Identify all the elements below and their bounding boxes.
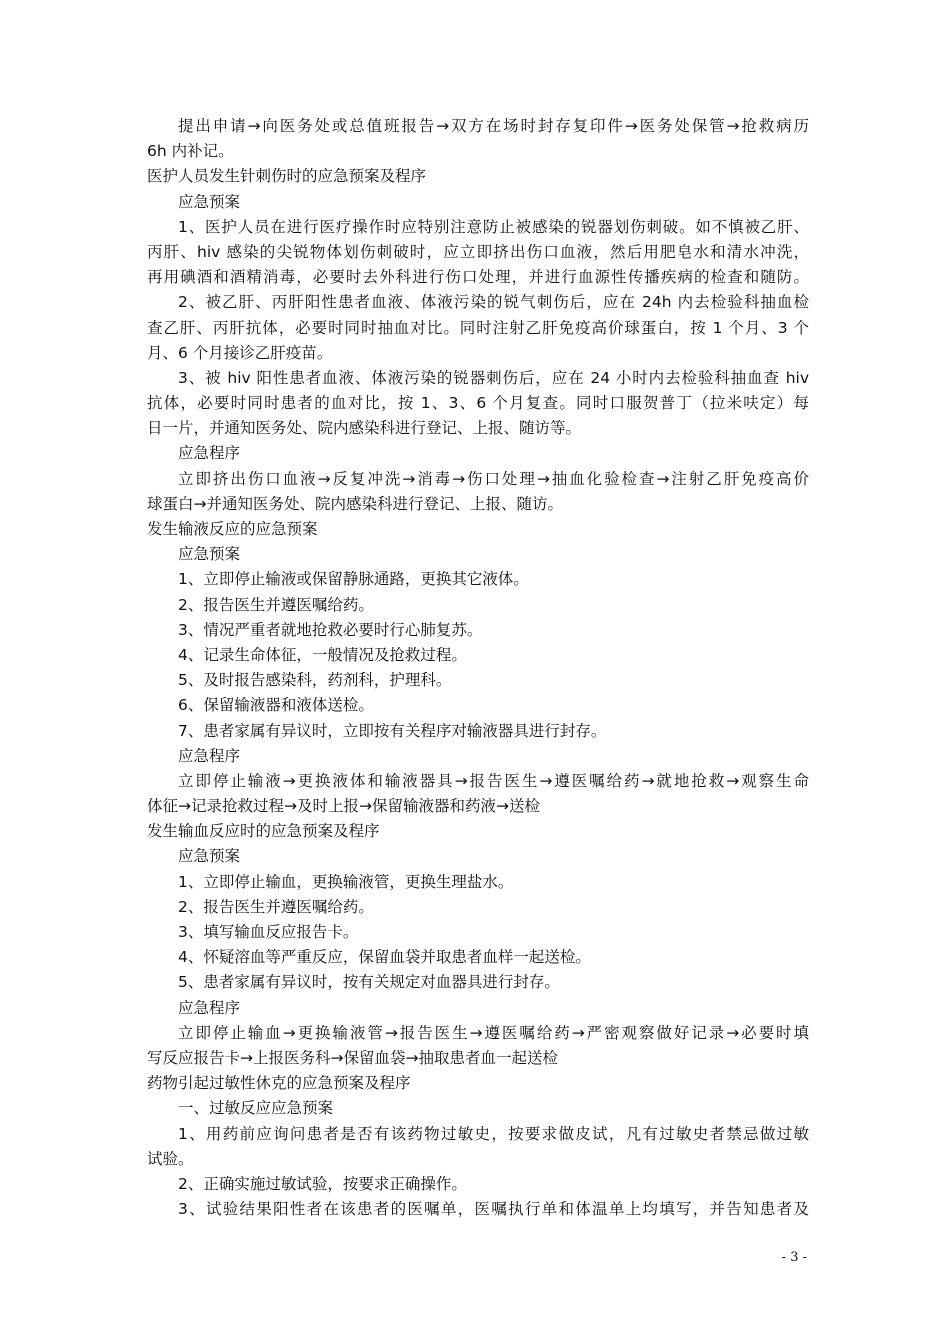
text-line: 4、怀疑溶血等严重反应，保留血袋并取患者血样一起送检。 [178, 948, 591, 967]
text-line: 3、填写输血反应报告卡。 [178, 923, 359, 941]
text-line: 立即挤出伤口血液→反复冲洗→消毒→伤口处理→抽血化验检查→注射乙肝免疫高价 [178, 469, 809, 488]
text-line: 应急程序 [178, 998, 241, 1017]
text-line: 抗体，必要时同时患者的血对比，按 1、3、6 个月复查。同时口服贺普丁（拉米呋定）每 [147, 394, 809, 413]
text-line: 立即停止输血→更换输液管→报告医生→遵医嘱给药→严密观察做好记录→必要时填 [178, 1023, 809, 1042]
text-line: 查乙肝、丙肝抗体，必要时同时抽血对比。同时注射乙肝免疫高价球蛋白，按 1 个月、3 个 [147, 318, 809, 337]
text-line: 丙肝、hiv 感染的尖锐物体划伤刺破时，应立即挤出伤口血液，然后用肥皂水和清水冲洗， [147, 242, 809, 261]
text-line: 体征→记录抢救过程→及时上报→保留输液器和药液→送检 [147, 797, 540, 816]
text-line: 药物引起过敏性休克的应急预案及程序 [147, 1074, 411, 1093]
text-line: 再用碘酒和酒精消毒，必要时去外科进行伤口处理，并进行血源性传播疾病的检查和随防。 [147, 268, 809, 287]
text-line: 应急预案 [178, 847, 241, 866]
text-line: 6、保留输液器和液体送检。 [178, 696, 374, 715]
document-body [147, 114, 809, 1222]
text-line: 4、记录生命体征，一般情况及抢救过程。 [178, 645, 467, 664]
text-line: 2、被乙肝、丙肝阳性患者血液、体液污染的锐气刺伤后，应在 24h 内去检验科抽血检 [178, 293, 809, 312]
text-line: 1、用药前应询问患者是否有该药物过敏史，按要求做皮试，凡有过敏史者禁忌做过敏 [178, 1124, 809, 1143]
text-line: 发生输液反应的应急预案 [147, 520, 318, 538]
text-line: 5、及时报告感染科，药剂科，护理科。 [178, 671, 452, 690]
text-line: 球蛋白→并通知医务处、院内感染科进行登记、上报、随访。 [147, 494, 563, 513]
text-line: 3、情况严重者就地抢救必要时行心肺复苏。 [178, 620, 483, 639]
text-line: 1、医护人员在进行医疗操作时应特别注意防止被感染的锐器划伤刺破。如不慎被乙肝、 [178, 217, 809, 236]
text-line: 发生输血反应时的应急预案及程序 [147, 822, 380, 841]
text-line: 应急预案 [178, 545, 241, 564]
page-number: - 3 - [781, 1250, 807, 1265]
text-line: 提出申请→向医务处或总值班报告→双方在场时封存复印件→医务处保管→抢救病历 [178, 117, 809, 135]
text-line: 1、立即停止输液或保留静脉通路，更换其它液体。 [178, 570, 529, 589]
text-line: 2、正确实施过敏试验，按要求正确操作。 [178, 1174, 467, 1193]
text-line: 应急预案 [178, 192, 241, 211]
text-line: 5、患者家属有异议时，按有关规定对血器具进行封存。 [178, 973, 560, 992]
text-line: 3、被 hiv 阳性患者血液、体液污染的锐器刺伤后，应在 24 小时内去检验科抽血查 hiv [178, 368, 809, 387]
text-line: 写反应报告卡→上报医务科→保留血袋→抽取患者血一起送检 [147, 1048, 558, 1067]
text-line: 1、立即停止输血，更换输液管，更换生理盐水。 [178, 872, 514, 891]
text-line: 3、试验结果阳性者在该患者的医嘱单，医嘱执行单和体温单上均填写，并告知患者及 [178, 1200, 809, 1219]
text-line: 应急程序 [178, 746, 241, 765]
text-line: 试验。 [147, 1149, 194, 1168]
text-line: 2、报告医生并遵医嘱给药。 [178, 897, 374, 916]
text-line: 月、6 个月接诊乙肝疫苗。 [147, 343, 333, 362]
text-line: 立即停止输液→更换液体和输液器具→报告医生→遵医嘱给药→就地抢救→观察生命 [178, 771, 809, 790]
text-line: 6h 内补记。 [147, 142, 234, 161]
text-line: 医护人员发生针刺伤时的应急预案及程序 [147, 167, 427, 186]
text-line: 应急程序 [178, 444, 241, 463]
text-line: 7、患者家属有异议时，立即按有关程序对输液器具进行封存。 [178, 721, 607, 740]
text-line: 日一片，并通知医务处、院内感染科进行登记、上报、随访等。 [147, 419, 582, 438]
text-line: 2、报告医生并遵医嘱给药。 [178, 595, 374, 614]
text-line: 一、过敏反应应急预案 [178, 1099, 334, 1118]
